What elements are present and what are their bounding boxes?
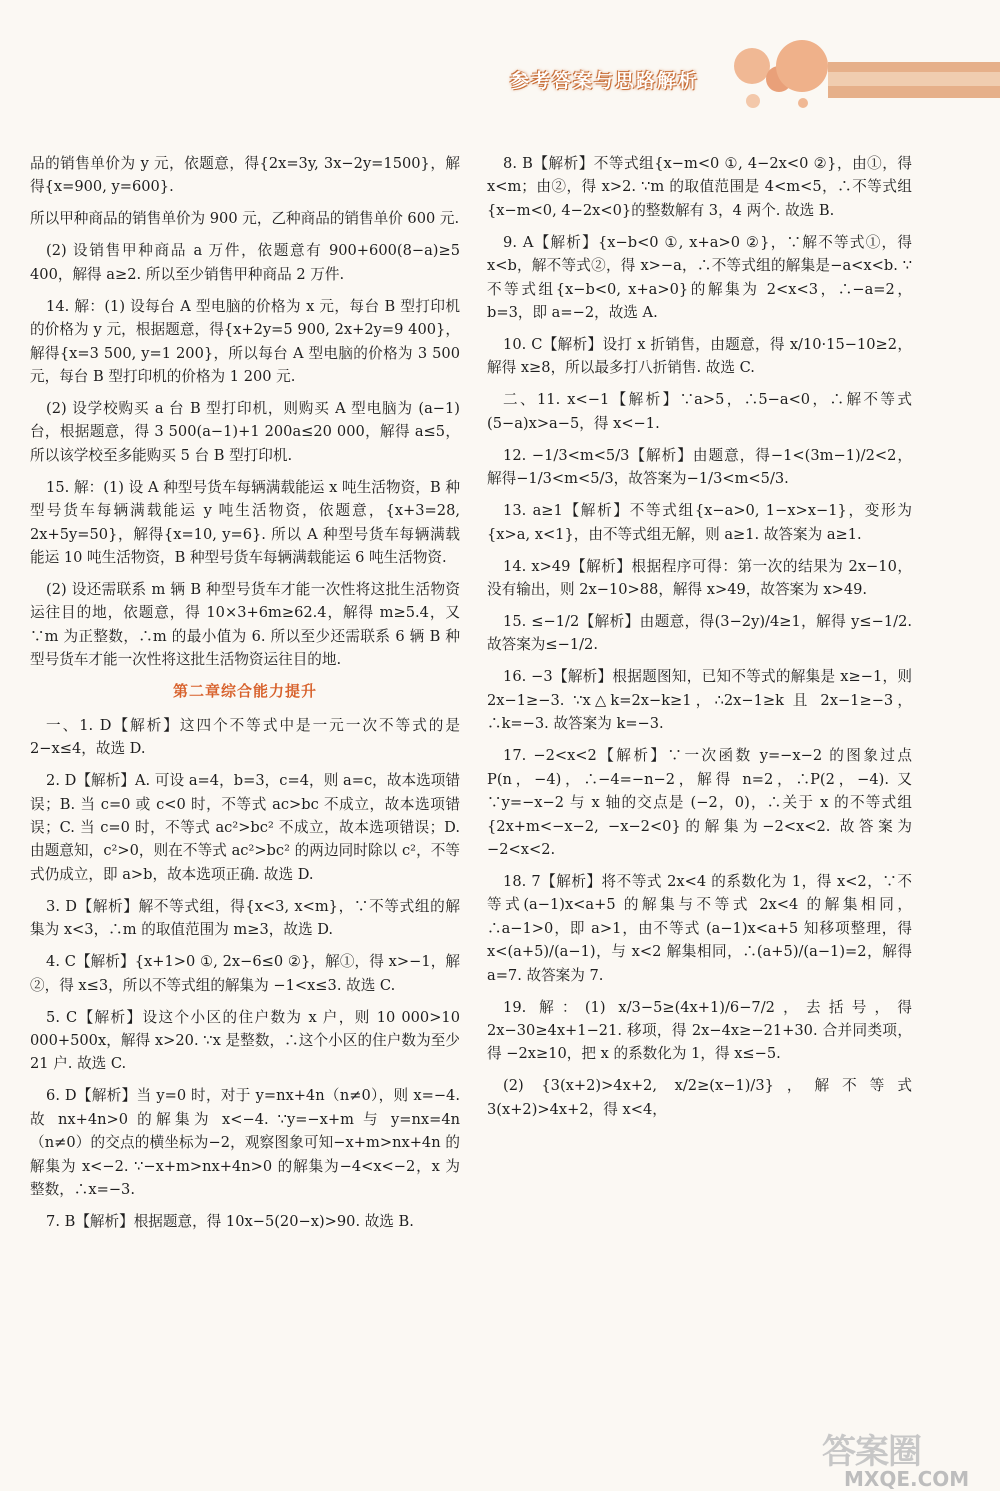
paragraph: 13. a≥1【解析】不等式组{x−a>0, 1−x>x−1}，变形为{x>a, x<1}，由不等式组无解，则 a≥1. 故答案为 a≥1. [487,502,912,543]
paragraph: 4. C【解析】{x+1>0 ①, 2x−6≤0 ②}，解①，得 x>−1，解②，得 x≤3，所以不等式组的解集为 −1<x≤3. 故选 C. [30,953,460,994]
paragraph: 16. −3【解析】根据题图知，已知不等式的解集是 x≥−1，则 2x−1≥−3. ∵x△k=2x−k≥1，∴2x−1≥k 且 2x−1≥−3，∴k=−3. 故答案为 k=−3. [487,668,912,733]
paragraph: 3. D【解析】解不等式组，得{x<3, x<m}，∵不等式组的解集为 x<3，∴m 的取值范围为 m≥3，故选 D. [30,897,460,939]
paragraph: 15. 解：(1) 设 A 种型号货车每辆满载能运 x 吨生活物资，B 种型号货车每辆满载能运 y 吨生活物资，依题意，{x+3=28, 2x+5y=50}，解得{x=10, y=6}. 所以 A 种型号货车每辆满载能运 10 吨生活物资，B 种型号货车每辆满载能运 6 吨生活物资. [30,478,460,567]
right-column [487,152,912,1130]
paragraph: 5. C【解析】设这个小区的住户数为 x 户，则 10 000>10 000+500x，解得 x>20. ∵x 是整数，∴这个小区的住户数为至少 21 户. 故选 C. [30,1008,460,1073]
paragraph: 15. ≤−1/2【解析】由题意，得(3−2y)/4≥1，解得 y≤−1/2. 故答案为≤−1/2. [487,613,912,654]
decor-dot [776,40,828,92]
paragraph: 9. A【解析】{x−b<0 ①, x+a>0 ②}，∵解不等式①，得 x<b，解不等式②，得 x>−a，∴不等式组的解集是−a<x<b. ∵不等式组{x−b<0, x+a>0}的解集为 2<x<3，∴−a=2，b=3，即 a=−2，故选 A. [487,233,912,322]
paragraph: 14. x>49【解析】根据程序可得：第一次的结果为 2x−10，没有输出，则 2x−10>88，解得 x>49，故答案为 x>49. [487,557,912,599]
paragraph: 14. 解：(1) 设每台 A 型电脑的价格为 x 元，每台 B 型打印机的价格为 y 元，根据题意，得{x+2y=5 900, 2x+2y=9 400}，解得{x=3 500, y=1 200}，所以每台 A 型电脑的价格为 3 500 元，每台 B 型打印机的价格为 1 200 元. [30,297,460,386]
paragraph: 二、11. x<−1【解析】∵a>5，∴5−a<0，∴解不等式 (5−a)x>a−5，得 x<−1. [487,391,912,432]
decor-dot [798,98,808,108]
paragraph: (2) {3(x+2)>4x+2, x/2≥(x−1)/3}，解不等式 3(x+2)>4x+2，得 x<4， [487,1077,912,1118]
decor-dot [734,48,770,84]
section-heading: 第二章综合能力提升 [172,682,317,701]
paragraph: (2) 设销售甲种商品 a 万件，依题意有 900+600(8−a)≥5 400，解得 a≥2. 所以至少销售甲种商品 2 万件. [30,242,460,283]
paragraph: (2) 设还需联系 m 辆 B 种型号货车才能一次性将这批生活物资运往目的地，依题意，得 10×3+6m≥62.4，解得 m≥5.4，又∵m 为正整数，∴m 的最小值为 6. 所以至少还需联系 6 辆 B 种型号货车才能一次性将这批生活物资运往目的地. [30,581,460,669]
watermark-logo [822,1424,969,1491]
page-header [0,0,1000,120]
paragraph: 18. 7【解析】将不等式 2x<4 的系数化为 1，得 x<2，∵不等式(a−1)x<a+5 的解集与不等式 2x<4 的解集相同，∴a−1>0，即 a>1，由不等式 (a−1)x<a+5 知移项整理，得 x<(a+5)/(a−1)，与 x<2 解集相同，∴(a+5)/(a−1)=2，解得 a=7. 故答案为 7. [487,872,912,984]
paragraph: 2. D【解析】A. 可设 a=4，b=3，c=4，则 a=c，故本选项错误；B. 当 c=0 或 c<0 时，不等式 ac>bc 不成立，故本选项错误；C. 当 c=0 时，不等式 ac²>bc² 不成立，故本选项错误；D. 由题意知，c²>0，则在不等式 ac²>bc² 的两边同时除以 c²，不等式仍成立，即 a>b，故本选项正确. 故选 D. [30,772,460,883]
left-column [30,152,460,1242]
paragraph: 10. C【解析】设打 x 折销售，由题意，得 x/10·15−10≥2，解得 x≥8，所以最多打八折销售. 故选 C. [487,336,912,377]
watermark-text: 答案圈 [822,1432,921,1472]
decor-dot [746,94,760,108]
paragraph: 6. D【解析】当 y=0 时，对于 y=nx+4n（n≠0），则 x=−4. 故 nx+4n>0 的解集为 x<−4. ∵y=−x+m 与 y=nx=4n（n≠0）的交点的横坐标为−2，观察图象可知−x+m>nx+4n 的解集为 x<−2. ∵−x+m>nx+4n>0 的解集为−4<x<−2，x 为整数，∴x=−3. [30,1087,460,1198]
paragraph: 12. −1/3<m<5/3【解析】由题意，得−1<(3m−1)/2<2，解得−1/3<m<5/3，故答案为−1/3<m<5/3. [487,446,912,488]
paragraph: 19. 解：(1) x/3−5≥(4x+1)/6−7/2，去括号，得 2x−30≥4x+1−21. 移项，得 2x−4x≥−21+30. 合并同类项，得 −2x≥10，把 x 的系数化为 1，得 x≤−5. [487,998,912,1063]
watermark-url: MXQE.COM [844,1467,970,1491]
paragraph: 一、1. D【解析】这四个不等式中是一元一次不等式的是 2−x≤4，故选 D. [30,716,460,758]
paragraph: 17. −2<x<2【解析】∵一次函数 y=−x−2 的图象过点 P(n，−4)，∴−4=−n−2，解得 n=2，∴P(2，−4). 又∵y=−x−2 与 x 轴的交点是 (−2，0)，∴关于 x 的不等式组{2x+m<−x−2, −x−2<0}的解集为−2<x<2. 故答案为−2<x<2. [487,747,912,858]
paragraph: 所以甲种商品的销售单价为 900 元，乙种商品的销售单价 600 元. [30,210,460,228]
paragraph: 品的销售单价为 y 元，依题意，得{2x=3y, 3x−2y=1500}，解得{x=900, y=600}. [30,155,460,196]
header-band-highlight [828,72,1000,86]
paragraph: 8. B【解析】不等式组{x−m<0 ①, 4−2x<0 ②}，由①，得 x<m；由②，得 x>2. ∵m 的取值范围是 4<m<5，∴不等式组{x−m<0, 4−2x<0}的整数解有 3，4 两个. 故选 B. [487,155,912,219]
paragraph: 7. B【解析】根据题意，得 10x−5(20−x)>90. 故选 B. [46,1212,414,1230]
paragraph: (2) 设学校购买 a 台 B 型打印机，则购买 A 型电脑为 (a−1) 台，根据题意，得 3 500(a−1)+1 200a≤20 000，解得 a≤5，所以该学校至多能购买 5 台 B 型打印机. [30,400,460,464]
page-title: 参考答案与思路解析 [510,70,700,92]
